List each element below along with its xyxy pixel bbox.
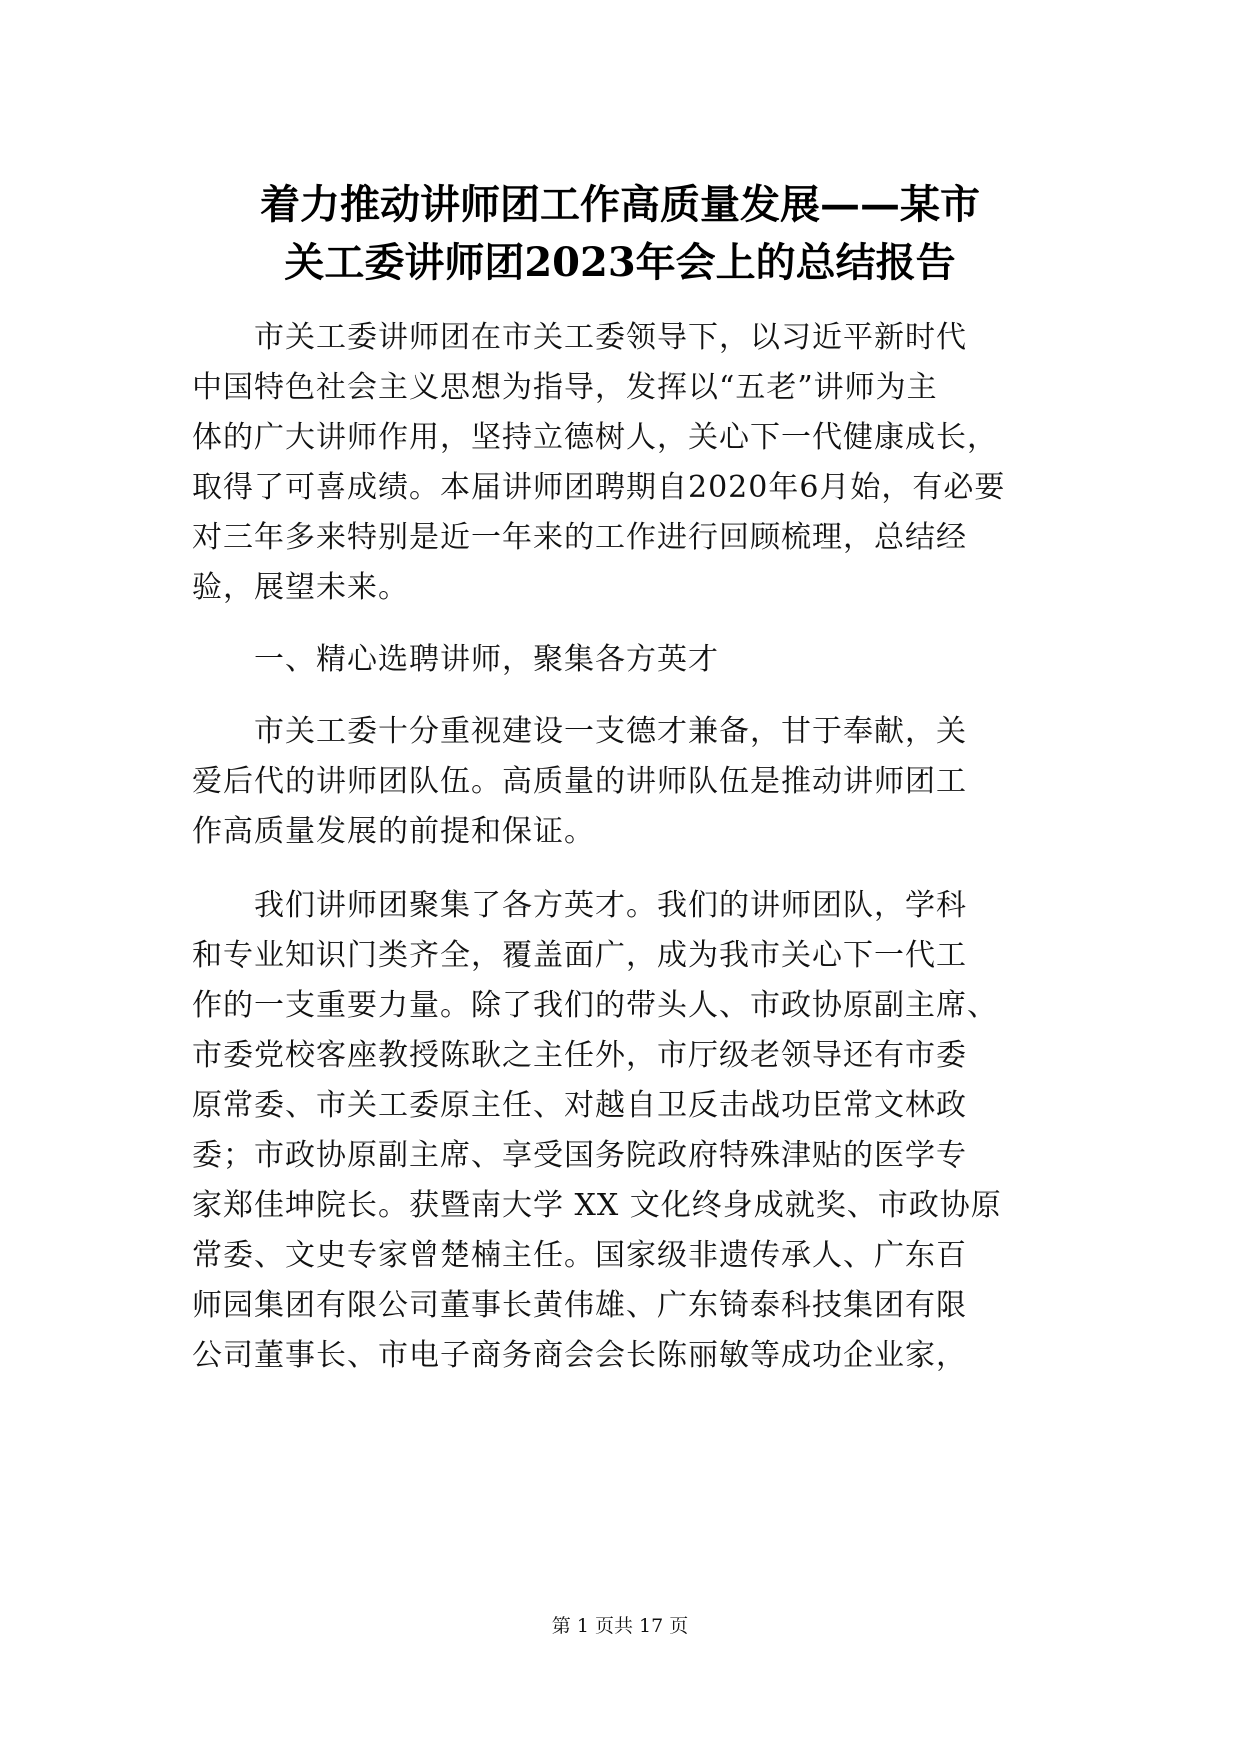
- paragraph-line: 市关工委讲师团在市关工委领导下，以习近平新时代: [192, 320, 967, 355]
- paragraph-line: 家郑佳坤院长。获暨南大学 XX 文化终身成就奖、市政协原: [192, 1188, 1002, 1223]
- paragraph-line: 验，展望未来。: [192, 570, 409, 605]
- paragraph-line: 市委党校客座教授陈耿之主任外，市厅级老领导还有市委: [192, 1038, 967, 1073]
- document-title-line-1: 着力推动讲师团工作高质量发展——某市: [260, 181, 980, 228]
- document-body: [192, 313, 1072, 1381]
- paragraph-line: 作的一支重要力量。除了我们的带头人、市政协原副主席、: [192, 988, 998, 1023]
- page-number-footer: 第 1 页共 17 页: [551, 1615, 689, 1637]
- paragraph-line: 中国特色社会主义思想为指导，发挥以“五老”讲师为主: [192, 370, 938, 405]
- paragraph-line: 对三年多来特别是近一年来的工作进行回顾梳理，总结经: [192, 520, 967, 555]
- paragraph-line: 作高质量发展的前提和保证。: [192, 814, 595, 849]
- paragraph-line: 我们讲师团聚集了各方英才。我们的讲师团队，学科: [192, 888, 967, 923]
- paragraph-intro: [192, 313, 1072, 613]
- paragraph-line: 常委、文史专家曾楚楠主任。国家级非遗传承人、广东百: [192, 1238, 967, 1273]
- paragraph-talents: [192, 881, 1072, 1381]
- paragraph-line: 市关工委十分重视建设一支德才兼备，甘于奉献，关: [192, 714, 967, 749]
- paragraph-line: 取得了可喜成绩。本届讲师团聘期自2020年6月始，有必要: [192, 470, 1006, 505]
- paragraph-line: 爱后代的讲师团队伍。高质量的讲师队伍是推动讲师团工: [192, 764, 967, 799]
- document-title-line-2: 关工委讲师团2023年会上的总结报告: [284, 239, 956, 286]
- paragraph-line: 和专业知识门类齐全，覆盖面广，成为我市关心下一代工: [192, 938, 967, 973]
- section-heading-text: 一、精心选聘讲师，聚集各方英才: [192, 642, 719, 677]
- section-heading: [192, 635, 1072, 685]
- paragraph-line: 师园集团有限公司董事长黄伟雄、广东锜泰科技集团有限: [192, 1288, 967, 1323]
- paragraph-team-building: [192, 707, 1072, 857]
- paragraph-line: 体的广大讲师作用，坚持立德树人，关心下一代健康成长，: [192, 420, 998, 455]
- paragraph-line: 委；市政协原副主席、享受国务院政府特殊津贴的医学专: [192, 1138, 967, 1173]
- paragraph-line: 公司董事长、市电子商务商会会长陈丽敏等成功企业家，: [192, 1338, 967, 1373]
- paragraph-line: 原常委、市关工委原主任、对越自卫反击战功臣常文林政: [192, 1088, 967, 1123]
